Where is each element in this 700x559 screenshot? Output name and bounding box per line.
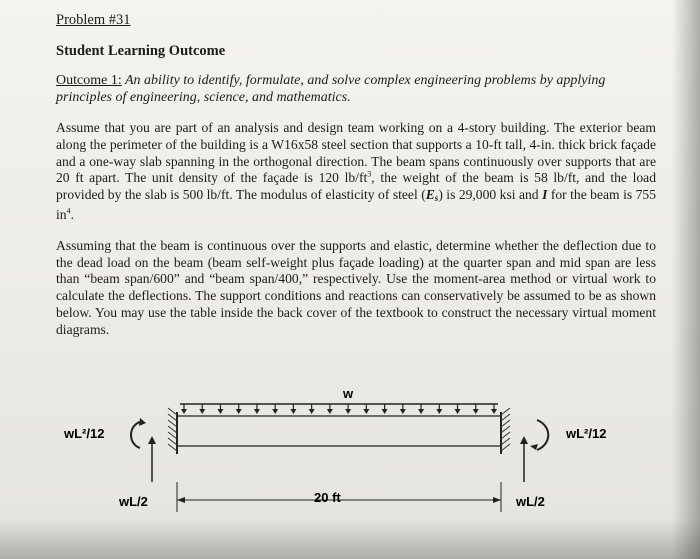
load-arrow-head	[254, 409, 260, 414]
load-arrow-head	[382, 409, 388, 414]
load-arrow-head	[217, 409, 223, 414]
p1-text-1: Assume that you are part of an analysis and design team working on a 4-story building. The exterior beam along the perimeter of the building is a W16x58 steel section that supports a 10-ft tall, 4-in. thick brick façade and a one-way slab spanning in the orthogonal direction. The beam spans continuously over supports that are 20 ft apart. The unit density of the façade is 120 lb/ft	[56, 120, 656, 186]
right-moment-label: wL²/12	[566, 426, 607, 441]
load-arrow-head	[236, 409, 242, 414]
right-fixed-support	[501, 408, 510, 454]
load-arrow-head	[363, 409, 369, 414]
load-arrow-head	[199, 409, 205, 414]
document-body	[56, 12, 656, 353]
outcome-label: Outcome 1:	[56, 73, 122, 88]
left-reaction-label: wL/2	[119, 494, 148, 509]
left-moment-label: wL²/12	[64, 426, 105, 441]
slo-heading: Student Learning Outcome	[56, 43, 226, 59]
p1-text-3: ) is 29,000 ksi and	[438, 187, 543, 203]
p1-es-symbol: E	[425, 187, 435, 203]
load-arrow-head	[400, 409, 406, 414]
load-arrow-head	[345, 409, 351, 414]
p1-text-4: for the beam is 755 in	[56, 187, 656, 222]
load-arrow-head	[473, 409, 479, 414]
p1-text-2: , the weight of the beam is 58 lb/ft, and the load provided by the slab is 500 lb/ft. The modulus of elasticity of steel (	[56, 170, 657, 203]
problem-paragraph-2: Assuming that the beam is continuous over the supports and elastic, determine whether the deflection due to the dead load on the beam (beam self-weight plus façade loading) at the quarter span and mid span are less than “beam span/600” and “beam span/400,” respectively. Use the moment-area method or virtual work to calculate the deflections. The support conditions and reactions can conservatively be assumed to be as shown below. You may use the table inside the back cover of the textbook to construct the necessary virtual moment diagrams.	[56, 237, 656, 337]
load-label: w	[343, 386, 354, 401]
right-moment-arrow	[530, 420, 548, 450]
load-arrow-head	[290, 409, 296, 414]
photo-shadow-bottom	[0, 519, 700, 559]
load-arrow-head	[436, 409, 442, 414]
photo-shadow-right	[672, 0, 700, 559]
left-reaction-arrow	[148, 436, 156, 482]
load-arrow-head	[181, 409, 187, 414]
load-arrow-head	[309, 409, 315, 414]
span-label: 20 ft	[314, 490, 341, 505]
p1-sup-2: 4	[66, 206, 71, 216]
outcome-text: An ability to identify, formulate, and solve complex engineering problems by applying principles of engineering, science, and mathematics.	[56, 73, 606, 105]
left-moment-arrow	[131, 418, 146, 448]
load-arrow-head	[455, 409, 461, 414]
p1-i-symbol: I	[542, 187, 548, 203]
load-arrow-head	[418, 409, 424, 414]
outcome-statement	[56, 73, 656, 106]
load-arrow-head	[327, 409, 333, 414]
problem-title: Problem #31	[56, 12, 131, 28]
load-arrow-head	[491, 409, 497, 414]
load-arrow-head	[272, 409, 278, 414]
p1-sup-1: 3	[367, 169, 372, 179]
right-reaction-arrow	[520, 436, 528, 482]
p1-es-subscript: s	[434, 193, 439, 204]
problem-paragraph-1	[56, 120, 656, 224]
right-reaction-label: wL/2	[516, 494, 545, 509]
left-fixed-support	[168, 408, 177, 454]
p1-text-5: .	[70, 206, 74, 222]
distributed-load	[180, 404, 498, 414]
